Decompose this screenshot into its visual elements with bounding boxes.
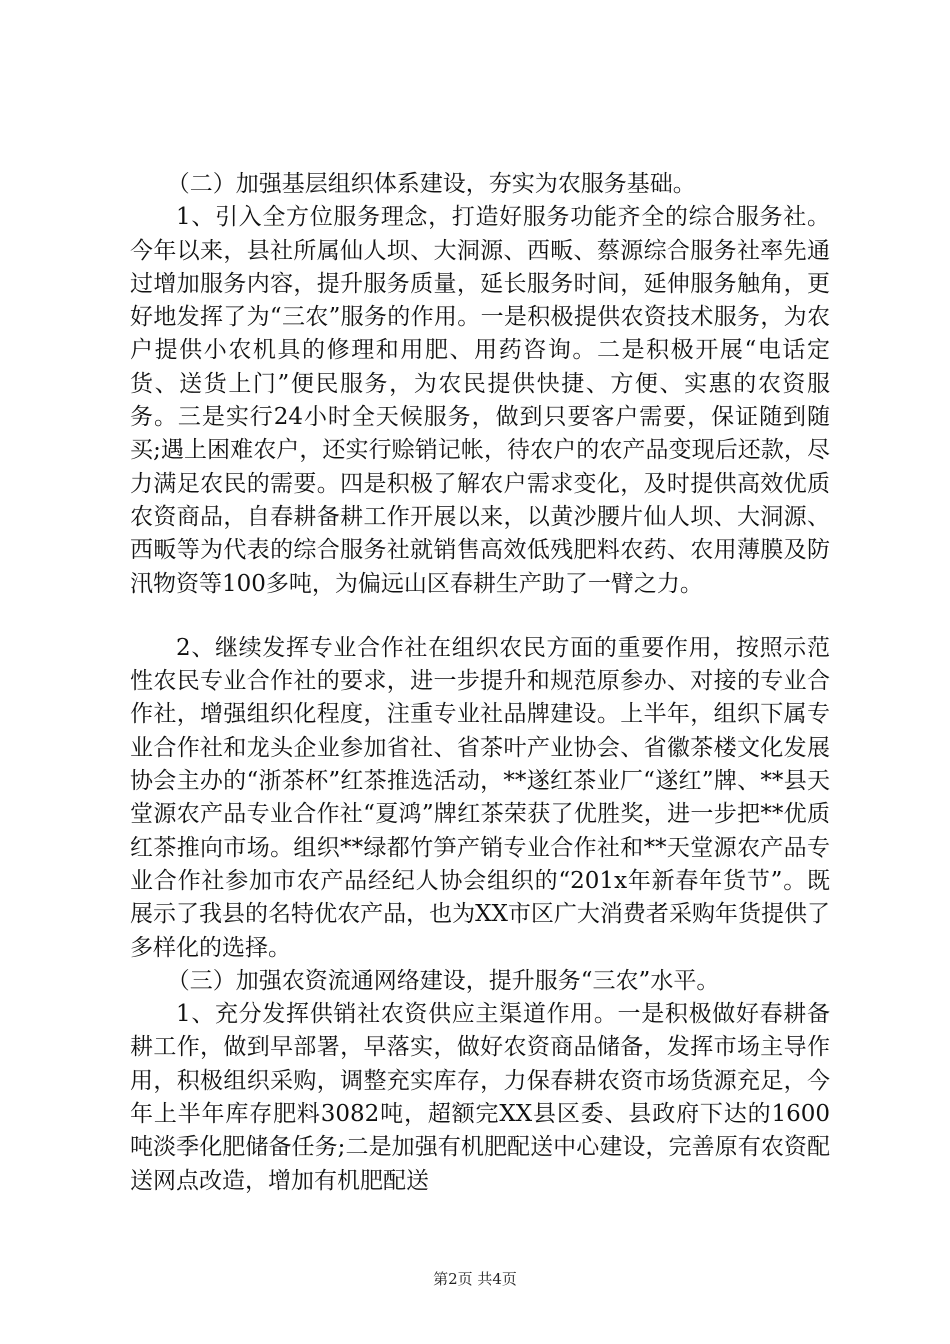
paragraph-supply-channel: 1、充分发挥供销社农资供应主渠道作用。一是积极做好春耕备耕工作，做到早部署，早落实，做好农资商品储备，发挥市场主导作用，积极组织采购，调整充实库存，力保春耕农资市场货源充足，今年上半年库存肥料3082吨，超额完XX县区委、县政府下达的1600吨淡季化肥储备任务;二是加强有机肥配送中心建设，完善原有农资配送网点改造，增加有机肥配送 <box>130 1001 830 1194</box>
section-heading-three: （三）加强农资流通网络建设，提升服务“三农”水平。 <box>166 967 720 994</box>
paragraph-cooperatives: 2、继续发挥专业合作社在组织农民方面的重要作用，按照示范性农民专业合作社的要求，进一步提升和规范原参办、对接的专业合作社，增强组织化程度，注重专业社品牌建设。上半年，组织下属专业合作社和龙头企业参加省社、省茶叶产业协会、省徽茶楼文化发展协会主办的“浙茶杯”红茶推选活动，**遂红茶业厂“遂红”牌、**县天堂源农产品专业合作社“夏鸿”牌红茶荣获了优胜奖，进一步把**优质红茶推向市场。组织**绿都竹笋产销专业合作社和**天堂源农产品专业合作社参加市农产品经纪人协会组织的“201x年新春年货节”。既展示了我县的名特优农产品，也为XX市区广大消费者采购年货提供了多样化的选择。 <box>130 634 830 961</box>
section-heading-two: （二）加强基层组织体系建设，夯实为农服务基础。 <box>166 171 696 197</box>
page-footer: 第2页 共4页 <box>433 1270 517 1288</box>
document-body <box>130 168 830 1198</box>
paragraph-service-society: 1、引入全方位服务理念，打造好服务功能齐全的综合服务社。今年以来，县社所属仙人坝、大洞源、西畈、蔡源综合服务社率先通过增加服务内容，提升服务质量，延长服务时间，延伸服务触角，更好地发挥了为“三农”服务的作用。一是积极提供农资技术服务，为农户提供小农机具的修理和用肥、用药咨询。二是积极开展“电话定货、送货上门”便民服务，为农民提供快捷、方便、实惠的农资服务。三是实行24小时全天候服务，做到只要客户需要，保证随到随买;遇上困难农户，还实行赊销记帐，待农户的农产品变现后还款，尽力满足农民的需要。四是积极了解农户需求变化，及时提供高效优质农资商品，自春耕备耕工作开展以来，以黄沙腰片仙人坝、大洞源、西畈等为代表的综合服务社就销售高效低残肥料农药、农用薄膜及防汛物资等100多吨，为偏远山区春耕生产助了一臂之力。 <box>130 204 830 597</box>
